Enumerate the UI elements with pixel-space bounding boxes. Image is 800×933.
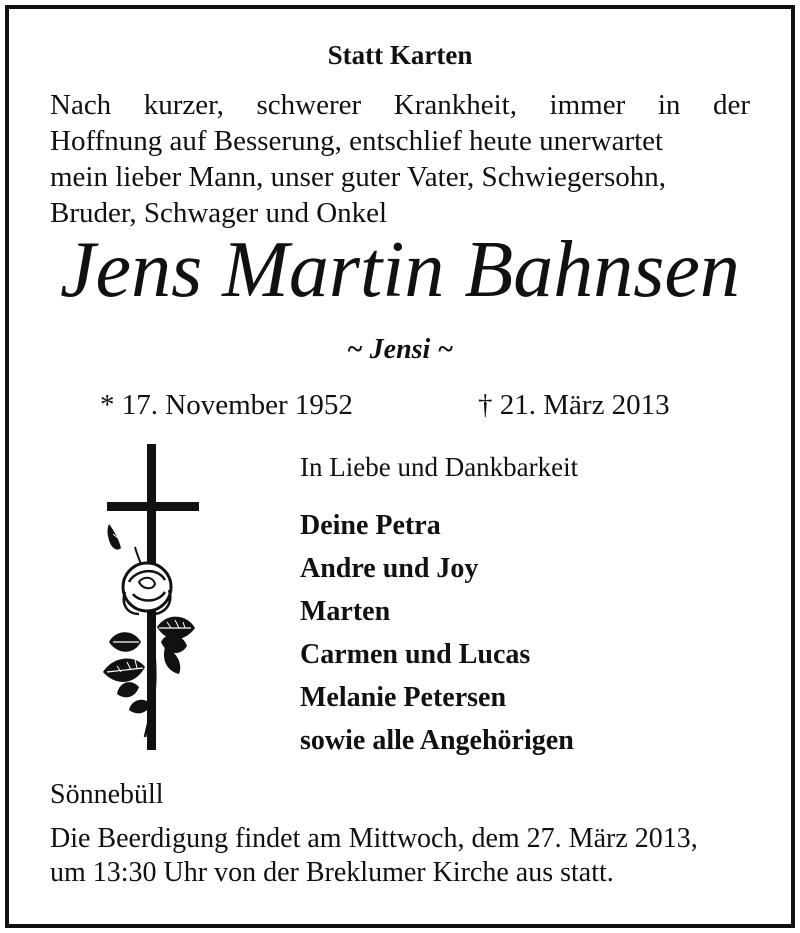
intro-line: Hoffnung auf Besserung, entschlief heute unerwartet: [50, 125, 664, 157]
mourner-name: Carmen und Lucas: [300, 639, 531, 670]
funeral-line: um 13:30 Uhr von der Breklumer Kirche aus statt.: [50, 857, 614, 888]
mourner-name: Deine Petra: [300, 510, 441, 541]
deceased-nickname: ~ Jensi ~: [346, 334, 454, 365]
intro-line: Nach kurzer, schwerer Krankheit, immer in der: [50, 89, 750, 121]
intro-line: mein lieber Mann, unser guter Vater, Schwiegersohn,: [50, 161, 666, 193]
intro-line: Bruder, Schwager und Onkel: [50, 197, 388, 229]
intro-text: [50, 87, 750, 231]
birth-date: * 17. November 1952: [100, 389, 353, 421]
death-date: † 21. März 2013: [478, 389, 670, 421]
mourner-name: sowie alle Angehörigen: [300, 725, 574, 756]
dedication-text: In Liebe und Dankbarkeit: [300, 452, 579, 482]
mourners-list: [300, 504, 574, 762]
mourner-name: Andre und Joy: [300, 553, 479, 584]
funeral-line: Die Beerdigung findet am Mittwoch, dem 27. März 2013,: [50, 823, 698, 854]
cross-with-rose-icon: [95, 442, 215, 754]
mourner-name: Melanie Petersen: [300, 682, 507, 713]
notice-heading: Statt Karten: [327, 40, 473, 70]
funeral-info: [50, 822, 760, 890]
deceased-name: Jens Martin Bahnsen: [60, 226, 740, 314]
place-name: Sönnebüll: [50, 779, 164, 810]
mourner-name: Marten: [300, 596, 391, 627]
